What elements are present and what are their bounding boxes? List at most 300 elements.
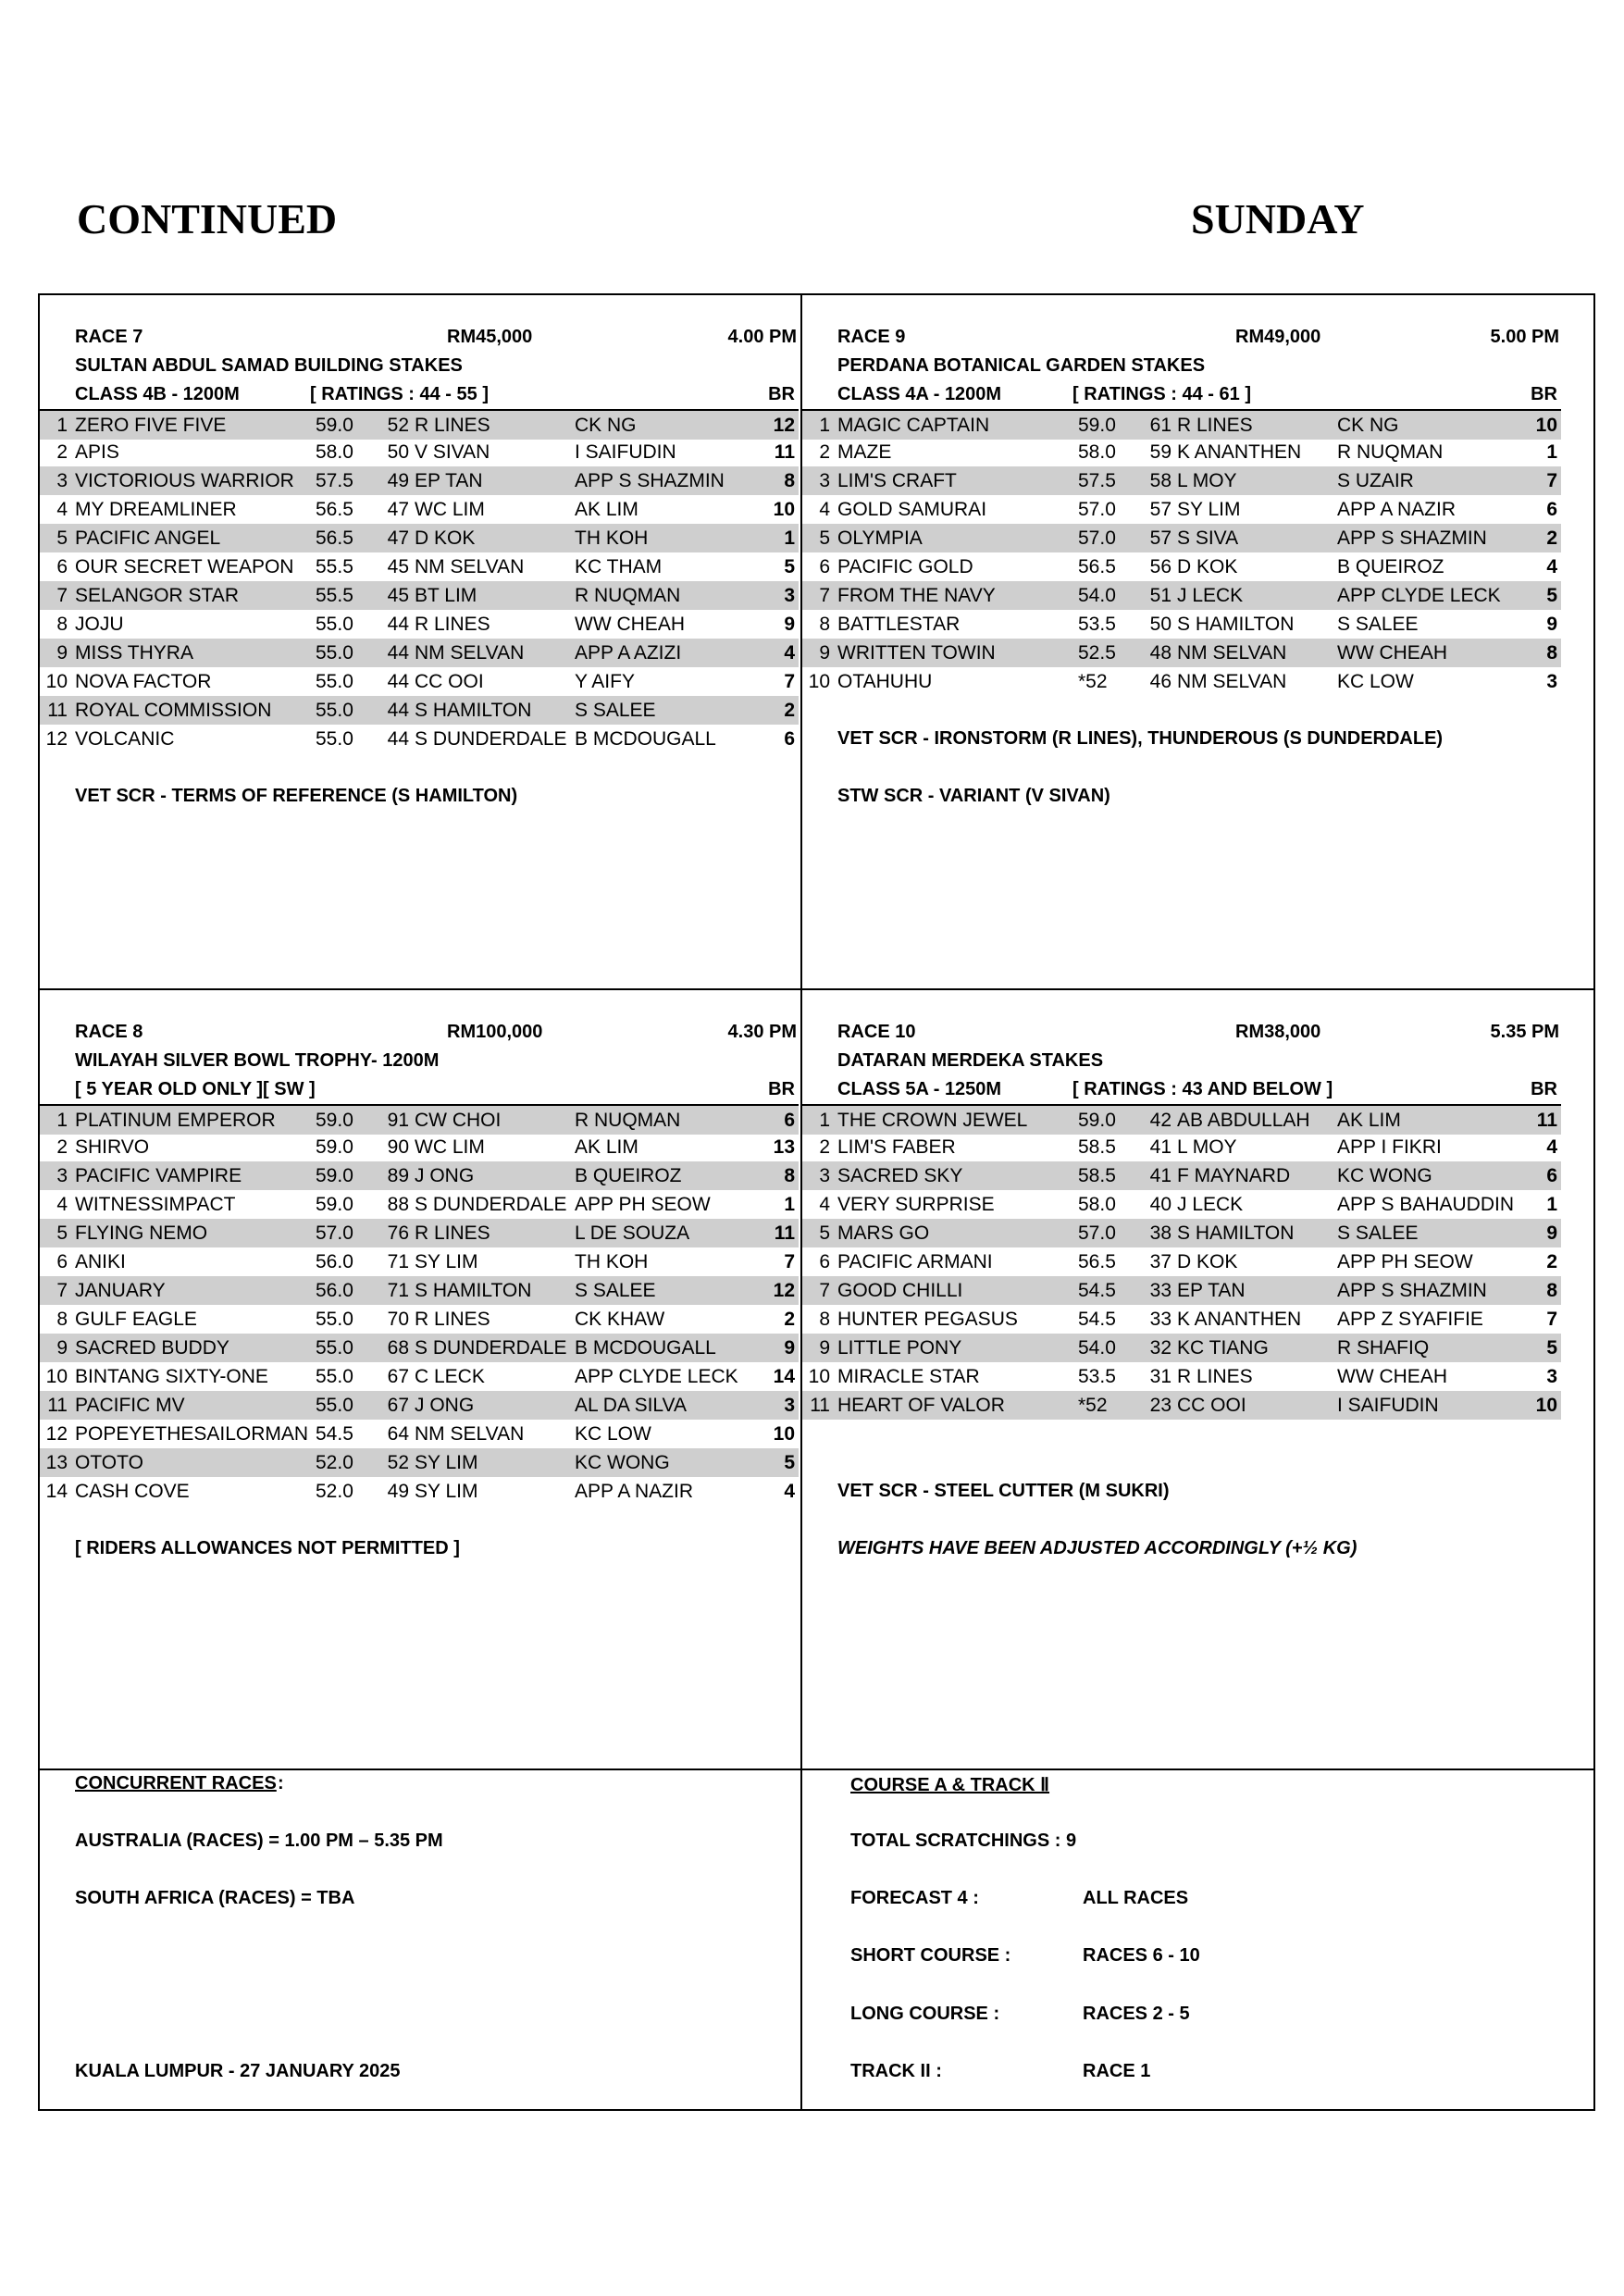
handicap-weight: 59.0 xyxy=(316,1165,353,1186)
trainer-name: K ANANTHEN xyxy=(1177,441,1302,463)
horse-rating: 64 xyxy=(387,1423,409,1445)
barrier-draw: 8 xyxy=(784,470,795,491)
handicap-weight: 52.0 xyxy=(316,1481,353,1502)
trainer-name: D KOK xyxy=(1177,556,1238,577)
horse-rating: 48 xyxy=(1149,642,1172,664)
horse-name: WRITTEN TOWIN xyxy=(837,642,996,664)
trainer-name: S DUNDERDALE xyxy=(415,1194,567,1215)
handicap-weight: 56.5 xyxy=(1078,1251,1116,1272)
entry-row xyxy=(40,667,799,696)
horse-name: LIM'S FABER xyxy=(837,1136,956,1158)
horse-name: HEART OF VALOR xyxy=(837,1395,1005,1416)
entry-number: 2 xyxy=(819,1136,830,1158)
barrier-draw: 2 xyxy=(784,700,795,721)
barrier-draw: 10 xyxy=(1535,1395,1557,1416)
barrier-draw: 1 xyxy=(784,527,795,549)
trainer-name: WC LIM xyxy=(415,499,485,520)
horse-rating: 33 xyxy=(1149,1309,1172,1330)
horse-rating: 56 xyxy=(1149,556,1172,577)
jockey-name: APP I FIKRI xyxy=(1337,1136,1442,1158)
horse-rating: 38 xyxy=(1149,1222,1172,1244)
race-7-panel xyxy=(40,295,799,962)
barrier-draw: 4 xyxy=(784,642,795,664)
trainer-name: R LINES xyxy=(415,1222,490,1244)
barrier-draw: 10 xyxy=(1535,415,1557,436)
entry-number: 9 xyxy=(819,1337,830,1359)
horse-rating: 37 xyxy=(1149,1251,1172,1272)
race-note: [ RIDERS ALLOWANCES NOT PERMITTED ] xyxy=(75,1538,460,1558)
race-conditions: [ RATINGS : 43 AND BELOW ] xyxy=(1072,1079,1333,1099)
horse-name: PLATINUM EMPEROR xyxy=(75,1110,276,1131)
entry-number: 3 xyxy=(56,1165,68,1186)
horse-rating: 89 xyxy=(387,1165,409,1186)
horse-rating: 52 xyxy=(387,415,409,436)
horse-name: SACRED BUDDY xyxy=(75,1337,229,1359)
entry-number: 9 xyxy=(819,642,830,664)
trainer-name: S SIVA xyxy=(1177,527,1239,549)
barrier-draw: 1 xyxy=(784,1194,795,1215)
jockey-name: AL DA SILVA xyxy=(575,1395,688,1416)
horse-rating: 32 xyxy=(1149,1337,1172,1359)
horse-rating: 46 xyxy=(1149,671,1172,692)
entry-number: 12 xyxy=(45,728,68,750)
jockey-name: APP Z SYAFIFIE xyxy=(1337,1309,1483,1330)
race-prize: RM45,000 xyxy=(447,327,533,347)
race-time: 4.00 PM xyxy=(727,327,797,347)
entry-row xyxy=(802,1219,1561,1247)
barrier-draw: 1 xyxy=(1546,1194,1557,1215)
race-name: PERDANA BOTANICAL GARDEN STAKES xyxy=(837,355,1206,376)
jockey-name: B MCDOUGALL xyxy=(575,728,716,750)
entry-row xyxy=(802,1362,1561,1391)
handicap-weight: 55.0 xyxy=(316,1309,353,1330)
barrier-draw: 2 xyxy=(1546,527,1557,549)
forecast-value: ALL RACES xyxy=(1083,1888,1189,1908)
horse-name: OUR SECRET WEAPON xyxy=(75,556,294,577)
handicap-weight: 52.0 xyxy=(316,1452,353,1473)
jockey-name: R NUQMAN xyxy=(1337,441,1444,463)
race-name-row xyxy=(802,352,1561,380)
barrier-draw: 5 xyxy=(1546,585,1557,606)
handicap-weight: 55.0 xyxy=(316,728,353,750)
barrier-draw: 13 xyxy=(773,1136,795,1158)
horse-rating: 67 xyxy=(387,1366,409,1387)
horse-rating: 44 xyxy=(387,700,409,721)
trainer-name: S DUNDERDALE xyxy=(415,1337,567,1359)
entry-row xyxy=(40,1276,799,1305)
handicap-weight: 56.0 xyxy=(316,1280,353,1301)
horse-name: OTOTO xyxy=(75,1452,143,1473)
horse-rating: 76 xyxy=(387,1222,409,1244)
entry-row xyxy=(802,552,1561,581)
horse-rating: 71 xyxy=(387,1280,409,1301)
jockey-name: APP A AZIZI xyxy=(575,642,682,664)
entry-row xyxy=(40,1247,799,1276)
race-class-row xyxy=(802,1075,1561,1104)
entry-number: 5 xyxy=(819,527,830,549)
entry-number: 10 xyxy=(808,671,830,692)
trainer-name: F MAYNARD xyxy=(1177,1165,1291,1186)
horse-rating: 90 xyxy=(387,1136,409,1158)
horse-name: ZERO FIVE FIVE xyxy=(75,415,227,436)
horse-name: GOOD CHILLI xyxy=(837,1280,963,1301)
horse-name: PACIFIC ANGEL xyxy=(75,527,221,549)
barrier-draw: 5 xyxy=(784,1452,795,1473)
race-9-panel xyxy=(802,295,1561,962)
trainer-name: AB ABDULLAH xyxy=(1177,1110,1310,1131)
entry-number: 6 xyxy=(56,1251,68,1272)
barrier-draw: 3 xyxy=(1546,671,1557,692)
handicap-weight: 58.5 xyxy=(1078,1136,1116,1158)
jockey-name: Y AIFY xyxy=(575,671,635,692)
jockey-name: AK LIM xyxy=(575,1136,638,1158)
horse-name: MIRACLE STAR xyxy=(837,1366,980,1387)
handicap-weight: 58.0 xyxy=(316,441,353,463)
race-note: VET SCR - TERMS OF REFERENCE (S HAMILTON) xyxy=(75,786,518,806)
handicap-weight: 58.0 xyxy=(1078,1194,1116,1215)
race-time: 4.30 PM xyxy=(727,1022,797,1042)
concurrent-races-colon: : xyxy=(278,1773,284,1793)
entry-number: 9 xyxy=(56,1337,68,1359)
horse-name: CASH COVE xyxy=(75,1481,190,1502)
trainer-name: KC TIANG xyxy=(1177,1337,1269,1359)
horse-rating: 61 xyxy=(1149,415,1172,436)
trainer-name: CW CHOI xyxy=(415,1110,502,1131)
race-class-row xyxy=(802,380,1561,409)
total-scratchings: TOTAL SCRATCHINGS : 9 xyxy=(850,1831,1077,1851)
race-time: 5.35 PM xyxy=(1490,1022,1559,1042)
trainer-name: NM SELVAN xyxy=(415,1423,525,1445)
barrier-heading: BR xyxy=(1531,384,1557,404)
horse-rating: 49 xyxy=(387,470,409,491)
race-class: [ 5 YEAR OLD ONLY ][ SW ] xyxy=(75,1079,316,1099)
entry-row xyxy=(40,696,799,725)
handicap-weight: 55.0 xyxy=(316,642,353,664)
handicap-weight: 54.5 xyxy=(316,1423,353,1445)
entry-row xyxy=(802,1276,1561,1305)
barrier-heading: BR xyxy=(768,1079,795,1099)
trainer-name: WC LIM xyxy=(415,1136,485,1158)
entry-number: 5 xyxy=(56,1222,68,1244)
horse-name: MARS GO xyxy=(837,1222,930,1244)
jockey-name: APP S SHAZMIN xyxy=(1337,1280,1487,1301)
jockey-name: CK NG xyxy=(575,415,637,436)
horse-name: HUNTER PEGASUS xyxy=(837,1309,1018,1330)
jockey-name: S SALEE xyxy=(575,700,656,721)
horse-rating: 47 xyxy=(387,527,409,549)
race-number: RACE 10 xyxy=(837,1022,916,1042)
barrier-heading: BR xyxy=(1531,1079,1557,1099)
trainer-name: J LECK xyxy=(1177,1194,1244,1215)
horse-name: SACRED SKY xyxy=(837,1165,963,1186)
race-card-frame xyxy=(38,293,1595,2111)
entry-row xyxy=(802,1334,1561,1362)
horse-name: FROM THE NAVY xyxy=(837,585,996,606)
jockey-name: TH KOH xyxy=(575,1251,649,1272)
entry-row xyxy=(40,1334,799,1362)
entry-row xyxy=(802,610,1561,639)
race-header-row xyxy=(40,323,799,352)
race-prize: RM49,000 xyxy=(1235,327,1321,347)
jockey-name: AK LIM xyxy=(1337,1110,1401,1131)
barrier-draw: 8 xyxy=(1546,642,1557,664)
trainer-name: CC OOI xyxy=(415,671,484,692)
entry-row xyxy=(802,1247,1561,1276)
jockey-name: S SALEE xyxy=(1337,614,1419,635)
handicap-weight: 55.0 xyxy=(316,614,353,635)
handicap-weight: 55.0 xyxy=(316,700,353,721)
australia-races: AUSTRALIA (RACES) = 1.00 PM – 5.35 PM xyxy=(75,1831,443,1851)
jockey-name: B QUEIROZ xyxy=(575,1165,682,1186)
entry-row xyxy=(40,1133,799,1161)
page-heading-continued: CONTINUED xyxy=(77,195,338,242)
handicap-weight: 57.0 xyxy=(1078,499,1116,520)
horse-name: GOLD SAMURAI xyxy=(837,499,987,520)
handicap-weight: 52.5 xyxy=(1078,642,1116,664)
horse-rating: 41 xyxy=(1149,1165,1172,1186)
entry-row xyxy=(802,495,1561,524)
entry-number: 3 xyxy=(56,470,68,491)
trainer-name: S HAMILTON xyxy=(415,1280,532,1301)
barrier-draw: 3 xyxy=(784,585,795,606)
entry-number: 6 xyxy=(819,556,830,577)
horse-name: JOJU xyxy=(75,614,124,635)
barrier-draw: 5 xyxy=(1546,1337,1557,1359)
entry-number: 4 xyxy=(56,1194,68,1215)
trainer-name: NM SELVAN xyxy=(415,642,525,664)
jockey-name: R NUQMAN xyxy=(575,585,681,606)
handicap-weight: 59.0 xyxy=(316,1194,353,1215)
long-course-value: RACES 2 - 5 xyxy=(1083,2004,1190,2024)
barrier-draw: 5 xyxy=(784,556,795,577)
horse-rating: 42 xyxy=(1149,1110,1172,1131)
jockey-name: B QUEIROZ xyxy=(1337,556,1444,577)
short-course-value: RACES 6 - 10 xyxy=(1083,1945,1200,1966)
barrier-draw: 2 xyxy=(1546,1251,1557,1272)
horse-name: OLYMPIA xyxy=(837,527,923,549)
entry-number: 10 xyxy=(45,671,68,692)
entry-number: 2 xyxy=(56,441,68,463)
trainer-name: S HAMILTON xyxy=(1177,614,1295,635)
trainer-name: R LINES xyxy=(415,415,490,436)
entry-number: 7 xyxy=(56,1280,68,1301)
race-name: SULTAN ABDUL SAMAD BUILDING STAKES xyxy=(75,355,463,376)
race-name-row xyxy=(40,1047,799,1075)
race-class: CLASS 5A - 1250M xyxy=(837,1079,1002,1099)
entry-number: 8 xyxy=(56,1309,68,1330)
horse-name: PACIFIC VAMPIRE xyxy=(75,1165,242,1186)
barrier-draw: 12 xyxy=(773,1280,795,1301)
barrier-draw: 9 xyxy=(1546,1222,1557,1244)
horse-name: LIM'S CRAFT xyxy=(837,470,957,491)
horse-name: FLYING NEMO xyxy=(75,1222,208,1244)
horse-name: PACIFIC MV xyxy=(75,1395,185,1416)
race-class-row xyxy=(40,1075,799,1104)
barrier-draw: 11 xyxy=(774,1222,795,1244)
handicap-weight: 56.5 xyxy=(316,527,353,549)
jockey-name: CK NG xyxy=(1337,415,1399,436)
horse-rating: 91 xyxy=(387,1110,409,1131)
horse-name: OTAHUHU xyxy=(837,671,933,692)
entry-number: 2 xyxy=(819,441,830,463)
entry-number: 9 xyxy=(56,642,68,664)
barrier-draw: 4 xyxy=(784,1481,795,1502)
trainer-name: R LINES xyxy=(415,1309,490,1330)
entry-number: 6 xyxy=(819,1251,830,1272)
trainer-name: SY LIM xyxy=(415,1481,478,1502)
entry-row xyxy=(40,438,799,466)
course-track: COURSE A & TRACK Ⅱ xyxy=(850,1775,1050,1795)
horse-rating: 51 xyxy=(1149,585,1172,606)
handicap-weight: 54.0 xyxy=(1078,1337,1116,1359)
trainer-name: BT LIM xyxy=(415,585,477,606)
horse-name: MISS THYRA xyxy=(75,642,193,664)
trainer-name: S DUNDERDALE xyxy=(415,728,567,750)
handicap-weight: 57.0 xyxy=(316,1222,353,1244)
entry-row xyxy=(40,1190,799,1219)
race-name: DATARAN MERDEKA STAKES xyxy=(837,1050,1104,1071)
entry-number: 4 xyxy=(819,499,830,520)
barrier-draw: 14 xyxy=(773,1366,795,1387)
handicap-weight: 55.0 xyxy=(316,1366,353,1387)
entry-row xyxy=(802,1133,1561,1161)
trainer-name: D KOK xyxy=(415,527,476,549)
entry-row xyxy=(802,524,1561,552)
entry-number: 5 xyxy=(819,1222,830,1244)
horse-rating: 44 xyxy=(387,614,409,635)
race-name-row xyxy=(802,1047,1561,1075)
barrier-draw: 3 xyxy=(1546,1366,1557,1387)
race-note: WEIGHTS HAVE BEEN ADJUSTED ACCORDINGLY (+½ KG) xyxy=(837,1538,1357,1558)
entry-number: 7 xyxy=(819,585,830,606)
horse-name: ROYAL COMMISSION xyxy=(75,700,272,721)
entry-row xyxy=(802,667,1561,696)
trainer-name: D KOK xyxy=(1177,1251,1238,1272)
entry-number: 8 xyxy=(819,1309,830,1330)
handicap-weight: 55.0 xyxy=(316,1337,353,1359)
jockey-name: KC LOW xyxy=(1337,671,1414,692)
row-divider-2 xyxy=(40,1769,1593,1770)
barrier-draw: 7 xyxy=(1546,470,1557,491)
entry-row xyxy=(802,639,1561,667)
horse-name: LITTLE PONY xyxy=(837,1337,962,1359)
entry-row xyxy=(40,524,799,552)
barrier-draw: 4 xyxy=(1546,556,1557,577)
handicap-weight: 57.5 xyxy=(1078,470,1116,491)
race-class: CLASS 4A - 1200M xyxy=(837,384,1002,404)
horse-name: MAGIC CAPTAIN xyxy=(837,415,990,436)
entry-number: 4 xyxy=(819,1194,830,1215)
jockey-name: I SAIFUDIN xyxy=(1337,1395,1439,1416)
entry-row xyxy=(40,1104,799,1135)
entry-number: 12 xyxy=(45,1423,68,1445)
entry-number: 14 xyxy=(45,1481,68,1502)
trainer-name: SY LIM xyxy=(415,1251,478,1272)
handicap-weight: 54.0 xyxy=(1078,585,1116,606)
horse-name: NOVA FACTOR xyxy=(75,671,212,692)
entry-number: 1 xyxy=(56,1110,68,1131)
jockey-name: S SALEE xyxy=(1337,1222,1419,1244)
horse-rating: 71 xyxy=(387,1251,409,1272)
entry-row xyxy=(40,1219,799,1247)
entry-row xyxy=(40,409,799,440)
horse-name: SELANGOR STAR xyxy=(75,585,239,606)
entry-number: 1 xyxy=(56,415,68,436)
entry-row xyxy=(40,1161,799,1190)
short-course-label: SHORT COURSE : xyxy=(850,1945,1011,1966)
horse-rating: 40 xyxy=(1149,1194,1172,1215)
trainer-name: R LINES xyxy=(1177,1366,1253,1387)
trainer-name: CC OOI xyxy=(1177,1395,1246,1416)
race-10-panel xyxy=(802,990,1561,1657)
horse-name: THE CROWN JEWEL xyxy=(837,1110,1028,1131)
horse-name: JANUARY xyxy=(75,1280,166,1301)
handicap-weight: 54.5 xyxy=(1078,1280,1116,1301)
horse-rating: 44 xyxy=(387,671,409,692)
barrier-draw: 7 xyxy=(784,671,795,692)
jockey-name: APP PH SEOW xyxy=(1337,1251,1473,1272)
handicap-weight: 55.0 xyxy=(316,671,353,692)
entry-row xyxy=(40,1362,799,1391)
race-number: RACE 9 xyxy=(837,327,906,347)
entry-row xyxy=(40,581,799,610)
horse-name: PACIFIC GOLD xyxy=(837,556,973,577)
handicap-weight: 55.5 xyxy=(316,556,353,577)
entry-number: 2 xyxy=(56,1136,68,1158)
horse-rating: 88 xyxy=(387,1194,409,1215)
jockey-name: APP A NAZIR xyxy=(1337,499,1456,520)
barrier-draw: 9 xyxy=(784,1337,795,1359)
entry-number: 5 xyxy=(56,527,68,549)
page-heading-day: SUNDAY xyxy=(1191,195,1365,242)
entry-number: 3 xyxy=(819,470,830,491)
horse-rating: 47 xyxy=(387,499,409,520)
horse-rating: 41 xyxy=(1149,1136,1172,1158)
trainer-name: NM SELVAN xyxy=(1177,642,1287,664)
barrier-draw: 6 xyxy=(784,1110,795,1131)
barrier-heading: BR xyxy=(768,384,795,404)
horse-name: MAZE xyxy=(837,441,892,463)
handicap-weight: 57.0 xyxy=(1078,1222,1116,1244)
horse-name: ANIKI xyxy=(75,1251,126,1272)
barrier-draw: 6 xyxy=(1546,499,1557,520)
horse-rating: 68 xyxy=(387,1337,409,1359)
jockey-name: APP CLYDE LECK xyxy=(575,1366,738,1387)
race-header-row xyxy=(40,1018,799,1047)
race-note: VET SCR - STEEL CUTTER (M SUKRI) xyxy=(837,1481,1170,1501)
jockey-name: KC LOW xyxy=(575,1423,651,1445)
race-note: VET SCR - IRONSTORM (R LINES), THUNDEROUS (S DUNDERDALE) xyxy=(837,728,1444,749)
barrier-draw: 8 xyxy=(784,1165,795,1186)
horse-rating: 31 xyxy=(1149,1366,1172,1387)
entry-row xyxy=(40,466,799,495)
handicap-weight: 56.5 xyxy=(316,499,353,520)
horse-rating: 70 xyxy=(387,1309,409,1330)
entry-row xyxy=(802,581,1561,610)
handicap-weight: 57.5 xyxy=(316,470,353,491)
entry-row xyxy=(802,409,1561,440)
horse-rating: 33 xyxy=(1149,1280,1172,1301)
entry-number: 11 xyxy=(810,1395,830,1416)
entry-number: 10 xyxy=(45,1366,68,1387)
location-date: KUALA LUMPUR - 27 JANUARY 2025 xyxy=(75,2061,401,2081)
barrier-draw: 9 xyxy=(1546,614,1557,635)
trainer-name: EP TAN xyxy=(415,470,483,491)
barrier-draw: 10 xyxy=(773,1423,795,1445)
horse-rating: 23 xyxy=(1149,1395,1172,1416)
horse-rating: 52 xyxy=(387,1452,409,1473)
handicap-weight: 59.0 xyxy=(316,415,353,436)
